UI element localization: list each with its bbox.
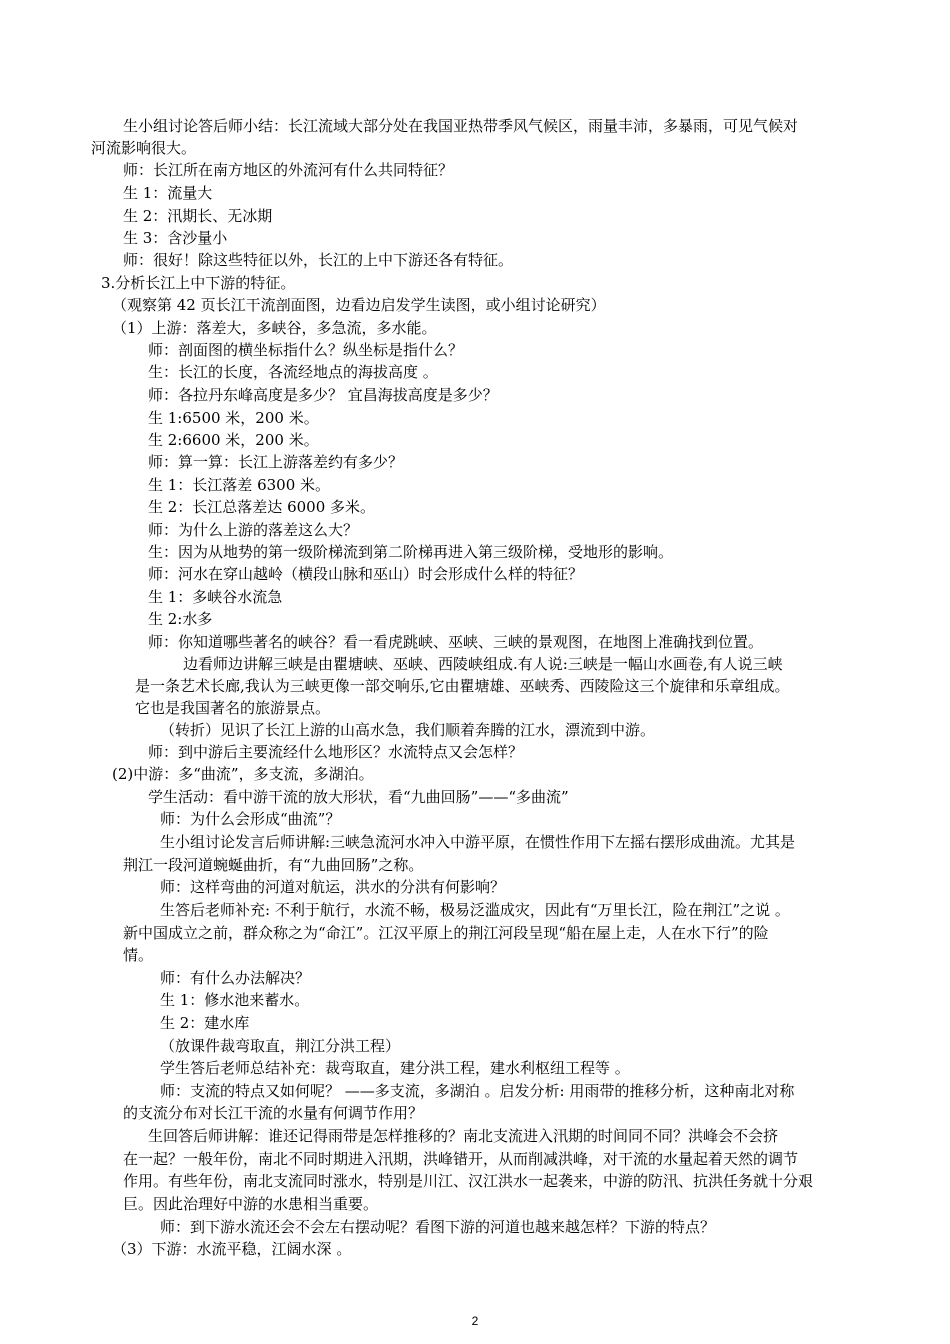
text-line: 生 1：修水池来蓄水。 bbox=[160, 991, 310, 1009]
text-line: 师：为什么上游的落差这么大？ bbox=[148, 521, 359, 539]
text-line: 师：到下游水流还会不会左右摆动呢？看图下游的河道也越来越怎样？下游的特点？ bbox=[160, 1218, 716, 1236]
section-heading: 3.分析长江上中下游的特征。 bbox=[101, 274, 296, 292]
text-line: 生 2：建水库 bbox=[160, 1014, 250, 1032]
subsection-heading: （3）下游：水流平稳，江阔水深 。 bbox=[112, 1240, 352, 1258]
text-line: 生 2:6600 米，200 米。 bbox=[148, 431, 319, 449]
text-line: 生小组讨论答后师小结：长江流域大部分处在我国亚热带季风气候区，雨量丰沛，多暴雨，可见气候对 bbox=[123, 117, 799, 135]
text-line: 生：因为从地势的第一级阶梯流到第二阶梯再进入第三级阶梯，受地形的影响。 bbox=[148, 543, 674, 561]
subsection-heading: （1）上游：落差大，多峡谷，多急流，多水能。 bbox=[112, 319, 437, 337]
text-line: 师：各拉丹东峰高度是多少？ 宜昌海拔高度是多少？ bbox=[148, 386, 498, 404]
text-line: 河流影响很大。 bbox=[91, 139, 197, 157]
text-line: 生回答后师讲解：谁还记得雨带是怎样推移的？南北支流进入汛期的时间同不同？洪峰会不会挤 bbox=[148, 1127, 779, 1145]
text-line: 师：这样弯曲的河道对航运，洪水的分洪有何影响？ bbox=[160, 878, 506, 896]
text-line: 师：到中游后主要流经什么地形区？水流特点又会怎样？ bbox=[148, 743, 524, 761]
text-line: 师：为什么会形成“曲流”？ bbox=[160, 810, 341, 828]
text-line: 生 1：长江落差 6300 米。 bbox=[148, 476, 331, 494]
page-number: 2 bbox=[471, 1314, 479, 1328]
text-line: 新中国成立之前，群众称之为“命江”。江汉平原上的荆江河段呈现“船在屋上走，人在水下行”的险 bbox=[123, 924, 769, 942]
text-line: 学生答后老师总结补充：裁弯取直，建分洪工程，建水利枢纽工程等 。 bbox=[160, 1059, 630, 1077]
text-line: 在一起？一般年份，南北不同时期进入汛期，洪峰错开，从而削减洪峰，对干流的水量起着天然的调节 bbox=[123, 1150, 799, 1168]
text-line: 生答后老师补充: 不利于航行，水流不畅，极易泛滥成灾，因此有“万里长江，险在荆江”之说 。 bbox=[160, 901, 790, 919]
text-line: 生小组讨论发言后师讲解:三峡急流河水冲入中游平原，在惯性作用下左摇右摆形成曲流。尤其是 bbox=[160, 833, 796, 851]
subsection-heading: (2)中游：多“曲流”，多支流，多湖泊。 bbox=[112, 765, 374, 783]
text-line: 生 3：含沙量小 bbox=[123, 229, 228, 247]
text-line: 生 2：汛期长、无冰期 bbox=[123, 207, 273, 225]
text-line: 生 2：长江总落差达 6000 多米。 bbox=[148, 498, 376, 516]
text-line: 师：有什么办法解决？ bbox=[160, 969, 311, 987]
text-line: 师：长江所在南方地区的外流河有什么共同特征？ bbox=[123, 161, 454, 179]
text-line: 师：剖面图的横坐标指什么？纵坐标是指什么？ bbox=[148, 341, 464, 359]
text-line: 作用。有些年份，南北支流同时涨水，特别是川江、汉江洪水一起袭来，中游的防汛、抗洪任务就十分艰 bbox=[123, 1172, 814, 1190]
text-line: 师：很好！除这些特征以外，长江的上中下游还各有特征。 bbox=[123, 251, 514, 269]
text-line: 它也是我国著名的旅游景点。 bbox=[135, 699, 331, 717]
text-line: 学生活动：看中游干流的放大形状，看“九曲回肠”——“多曲流” bbox=[148, 788, 569, 806]
text-line: 师：支流的特点又如何呢？ ——多支流，多湖泊 。启发分析: 用雨带的推移分析，这种南北对称 bbox=[160, 1082, 795, 1100]
text-line: 师：算一算：长江上游落差约有多少？ bbox=[148, 453, 404, 471]
text-line: 生 1:6500 米，200 米。 bbox=[148, 409, 319, 427]
text-line: 生 2:水多 bbox=[148, 610, 213, 628]
text-line: 荆江一段河道蜿蜒曲折，有“九曲回肠”之称。 bbox=[123, 856, 424, 874]
text-line: 的支流分布对长江干流的水量有何调节作用？ bbox=[123, 1104, 424, 1122]
text-line: （转折）见识了长江上游的山高水急，我们顺着奔腾的江水，漂流到中游。 bbox=[160, 721, 656, 739]
text-line: 师：河水在穿山越岭（横段山脉和巫山）时会形成什么样的特征？ bbox=[148, 565, 584, 583]
text-line: 生：长江的长度，各流经地点的海拔高度 。 bbox=[148, 363, 438, 381]
text-line: 情。 bbox=[123, 946, 154, 964]
text-line: 边看师边讲解三峡是由瞿塘峡、巫峡、西陵峡组成.有人说:三峡是一幅山水画卷,有人说三峡 bbox=[183, 655, 783, 673]
text-line: 巨。因此治理好中游的水患相当重要。 bbox=[123, 1195, 379, 1213]
text-line: 生 1：多峡谷水流急 bbox=[148, 588, 283, 606]
text-line: （观察第 42 页长江干流剖面图，边看边启发学生读图，或小组讨论研究） bbox=[112, 296, 606, 314]
text-line: （放课件裁弯取直，荆江分洪工程） bbox=[160, 1037, 401, 1055]
text-line: 生 1：流量大 bbox=[123, 184, 213, 202]
text-line: 是一条艺术长廊,我认为三峡更像一部交响乐,它由瞿塘雄、巫峡秀、西陵险这三个旋律和乐章组成。 bbox=[135, 677, 790, 695]
text-line: 师：你知道哪些著名的峡谷？看一看虎跳峡、巫峡、三峡的景观图，在地图上准确找到位置。 bbox=[148, 633, 764, 651]
